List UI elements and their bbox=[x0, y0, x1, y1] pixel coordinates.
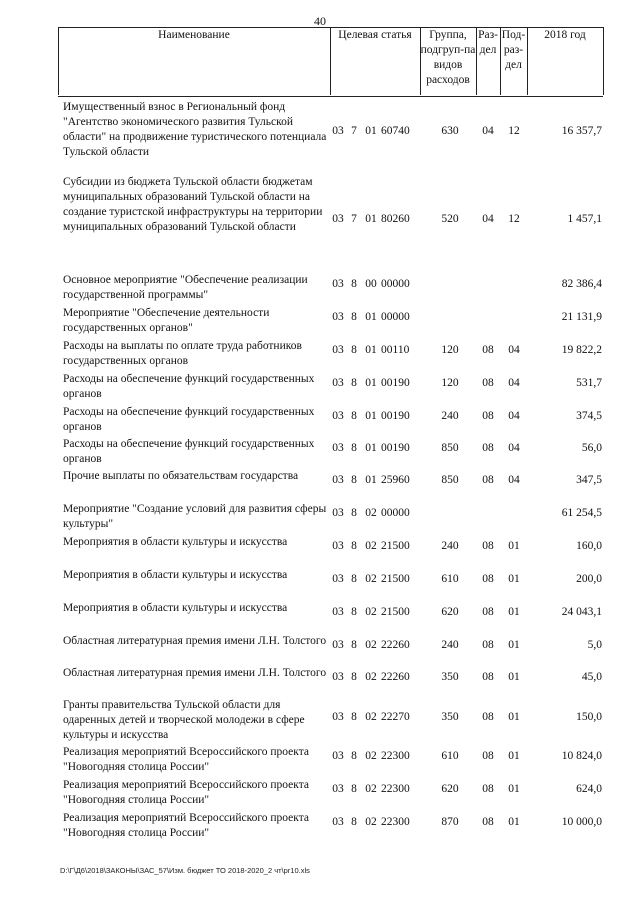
cell-c3: 02 bbox=[365, 783, 377, 795]
cell-c4: 22300 bbox=[381, 816, 410, 828]
cell-c2: 8 bbox=[351, 442, 357, 454]
cell-group: 240 bbox=[441, 540, 459, 552]
table-row bbox=[58, 402, 603, 432]
cell-razdel: 08 bbox=[482, 442, 494, 454]
table-row bbox=[58, 598, 603, 628]
cell-amount: 19 822,2 bbox=[561, 344, 602, 356]
header-razdel: Раз-дел bbox=[478, 29, 498, 56]
cell-c3: 02 bbox=[365, 507, 377, 519]
cell-c4: 22300 bbox=[381, 750, 410, 762]
cell-group: 120 bbox=[441, 344, 459, 356]
cell-c4: 00190 bbox=[381, 410, 410, 422]
cell-c1: 03 bbox=[332, 377, 344, 389]
cell-c4: 00190 bbox=[381, 442, 410, 454]
table-row bbox=[58, 742, 603, 772]
table-row bbox=[58, 808, 603, 838]
cell-group: 610 bbox=[441, 750, 459, 762]
cell-group: 620 bbox=[441, 783, 459, 795]
cell-razdel: 08 bbox=[482, 344, 494, 356]
table-row bbox=[58, 270, 603, 300]
cell-c4: 00190 bbox=[381, 377, 410, 389]
row-name: Расходы на обеспечение функций государственных органов bbox=[63, 406, 315, 433]
cell-razdel: 08 bbox=[482, 606, 494, 618]
cell-razdel: 08 bbox=[482, 711, 494, 723]
cell-c3: 02 bbox=[365, 639, 377, 651]
cell-podrazdel: 01 bbox=[508, 783, 520, 795]
cell-amount: 200,0 bbox=[576, 573, 602, 585]
cell-group: 610 bbox=[441, 573, 459, 585]
cell-razdel: 08 bbox=[482, 573, 494, 585]
page-number: 40 bbox=[314, 14, 326, 28]
cell-amount: 21 131,9 bbox=[561, 311, 602, 323]
cell-c1: 03 bbox=[332, 125, 344, 137]
header-podrazdel: Под-раз-дел bbox=[501, 29, 526, 71]
cell-amount: 45,0 bbox=[581, 671, 602, 683]
cell-c1: 03 bbox=[332, 606, 344, 618]
cell-c1: 03 bbox=[332, 750, 344, 762]
row-name: Реализация мероприятий Всероссийского проекта "Новогодняя столица России" bbox=[63, 812, 309, 839]
cell-c3: 02 bbox=[365, 671, 377, 683]
row-name: Мероприятия в области культуры и искусства bbox=[63, 602, 288, 614]
cell-podrazdel: 01 bbox=[508, 750, 520, 762]
cell-amount: 347,5 bbox=[576, 474, 602, 486]
cell-c2: 8 bbox=[351, 750, 357, 762]
cell-c4: 21500 bbox=[381, 606, 410, 618]
cell-c2: 8 bbox=[351, 311, 357, 323]
table-row bbox=[58, 369, 603, 399]
header-name: Наименование bbox=[158, 29, 230, 41]
cell-podrazdel: 04 bbox=[508, 474, 520, 486]
cell-c3: 01 bbox=[365, 442, 377, 454]
cell-c1: 03 bbox=[332, 671, 344, 683]
cell-c1: 03 bbox=[332, 442, 344, 454]
file-path-footer: D:\Г\Д6\2018\ЗАКОНЫ\ЗАС_57\Изм. бюджет ТО 2018-2020_2 чт\pr10.xls bbox=[60, 866, 310, 875]
cell-razdel: 08 bbox=[482, 410, 494, 422]
cell-amount: 531,7 bbox=[576, 377, 602, 389]
table-row bbox=[58, 775, 603, 805]
row-name: Реализация мероприятий Всероссийского проекта "Новогодняя столица России" bbox=[63, 746, 309, 773]
header-group: Группа, подгруп-па видов расходов bbox=[420, 29, 476, 86]
cell-group: 240 bbox=[441, 410, 459, 422]
cell-c2: 8 bbox=[351, 344, 357, 356]
row-name: Расходы на обеспечение функций государственных органов bbox=[63, 373, 315, 400]
row-name: Прочие выплаты по обязательствам государства bbox=[63, 470, 299, 482]
table-row bbox=[58, 466, 603, 496]
cell-podrazdel: 04 bbox=[508, 344, 520, 356]
cell-c3: 02 bbox=[365, 573, 377, 585]
cell-amount: 56,0 bbox=[581, 442, 602, 454]
row-name: Гранты правительства Тульской области для одаренных детей и творческой молодежи в сфере культуры и искусства bbox=[63, 699, 305, 741]
cell-razdel: 08 bbox=[482, 540, 494, 552]
table-row bbox=[58, 499, 603, 529]
cell-c4: 60740 bbox=[381, 125, 410, 137]
cell-c2: 8 bbox=[351, 711, 357, 723]
cell-podrazdel: 01 bbox=[508, 639, 520, 651]
cell-c2: 8 bbox=[351, 474, 357, 486]
cell-podrazdel: 04 bbox=[508, 442, 520, 454]
cell-c1: 03 bbox=[332, 573, 344, 585]
row-name: Областная литературная премия имени Л.Н. Толстого bbox=[63, 667, 327, 679]
cell-group: 520 bbox=[441, 213, 459, 225]
cell-podrazdel: 01 bbox=[508, 606, 520, 618]
cell-podrazdel: 12 bbox=[508, 125, 520, 137]
cell-podrazdel: 01 bbox=[508, 573, 520, 585]
cell-amount: 150,0 bbox=[576, 711, 602, 723]
cell-podrazdel: 01 bbox=[508, 711, 520, 723]
cell-group: 240 bbox=[441, 639, 459, 651]
cell-group: 620 bbox=[441, 606, 459, 618]
table-row bbox=[58, 532, 603, 562]
cell-c1: 03 bbox=[332, 278, 344, 290]
table-row bbox=[58, 336, 603, 366]
row-name: Расходы на выплаты по оплате труда работников государственных органов bbox=[63, 340, 302, 367]
cell-c4: 25960 bbox=[381, 474, 410, 486]
cell-c2: 8 bbox=[351, 540, 357, 552]
cell-amount: 24 043,1 bbox=[561, 606, 602, 618]
cell-c2: 8 bbox=[351, 410, 357, 422]
header-year: 2018 год bbox=[544, 29, 586, 41]
cell-group: 870 bbox=[441, 816, 459, 828]
cell-group: 120 bbox=[441, 377, 459, 389]
cell-c4: 21500 bbox=[381, 540, 410, 552]
header-target: Целевая статья bbox=[338, 29, 412, 41]
cell-razdel: 08 bbox=[482, 639, 494, 651]
cell-podrazdel: 12 bbox=[508, 213, 520, 225]
cell-c2: 8 bbox=[351, 639, 357, 651]
cell-c2: 8 bbox=[351, 573, 357, 585]
cell-c3: 02 bbox=[365, 816, 377, 828]
cell-amount: 10 000,0 bbox=[561, 816, 602, 828]
cell-razdel: 08 bbox=[482, 816, 494, 828]
cell-c4: 22270 bbox=[381, 711, 410, 723]
cell-c2: 8 bbox=[351, 377, 357, 389]
cell-c1: 03 bbox=[332, 816, 344, 828]
cell-c1: 03 bbox=[332, 507, 344, 519]
cell-c1: 03 bbox=[332, 783, 344, 795]
cell-c4: 22300 bbox=[381, 783, 410, 795]
cell-c3: 00 bbox=[365, 278, 377, 290]
cell-c1: 03 bbox=[332, 344, 344, 356]
cell-group: 850 bbox=[441, 442, 459, 454]
cell-c1: 03 bbox=[332, 711, 344, 723]
table-row bbox=[58, 434, 603, 464]
row-name: Основное мероприятие "Обеспечение реализации государственной программы" bbox=[63, 274, 308, 301]
cell-c3: 01 bbox=[365, 377, 377, 389]
cell-c4: 00110 bbox=[381, 344, 410, 356]
cell-podrazdel: 04 bbox=[508, 377, 520, 389]
cell-amount: 5,0 bbox=[587, 639, 602, 651]
row-name: Мероприятия в области культуры и искусства bbox=[63, 536, 288, 548]
cell-razdel: 08 bbox=[482, 377, 494, 389]
cell-c1: 03 bbox=[332, 639, 344, 651]
cell-c4: 00000 bbox=[381, 311, 410, 323]
cell-podrazdel: 01 bbox=[508, 540, 520, 552]
cell-amount: 160,0 bbox=[576, 540, 602, 552]
cell-razdel: 08 bbox=[482, 671, 494, 683]
cell-c3: 01 bbox=[365, 474, 377, 486]
cell-c3: 01 bbox=[365, 213, 377, 225]
cell-group: 350 bbox=[441, 671, 459, 683]
cell-c2: 8 bbox=[351, 671, 357, 683]
row-name: Мероприятия в области культуры и искусства bbox=[63, 569, 288, 581]
cell-podrazdel: 04 bbox=[508, 410, 520, 422]
cell-c1: 03 bbox=[332, 410, 344, 422]
cell-razdel: 04 bbox=[482, 213, 494, 225]
cell-podrazdel: 01 bbox=[508, 671, 520, 683]
cell-c3: 01 bbox=[365, 344, 377, 356]
cell-c4: 22260 bbox=[381, 671, 410, 683]
cell-c4: 22260 bbox=[381, 639, 410, 651]
table-row bbox=[58, 565, 603, 595]
cell-c4: 00000 bbox=[381, 507, 410, 519]
cell-amount: 10 824,0 bbox=[561, 750, 602, 762]
cell-c3: 01 bbox=[365, 410, 377, 422]
cell-razdel: 04 bbox=[482, 125, 494, 137]
row-name: Областная литературная премия имени Л.Н. Толстого bbox=[63, 635, 327, 647]
cell-c2: 8 bbox=[351, 816, 357, 828]
cell-c2: 8 bbox=[351, 783, 357, 795]
cell-c4: 21500 bbox=[381, 573, 410, 585]
row-name: Мероприятие "Создание условий для развития сферы культуры" bbox=[63, 503, 327, 530]
cell-c3: 01 bbox=[365, 125, 377, 137]
cell-c3: 01 bbox=[365, 311, 377, 323]
cell-c3: 02 bbox=[365, 750, 377, 762]
row-name: Субсидии из бюджета Тульской области бюджетам муниципальных образований Тульской области на создание туристской инфраструктуры на территории муниципальных образований Тульской области bbox=[63, 176, 323, 233]
row-name: Мероприятие "Обеспечение деятельности государственных органов" bbox=[63, 307, 270, 334]
cell-c3: 02 bbox=[365, 606, 377, 618]
cell-amount: 624,0 bbox=[576, 783, 602, 795]
cell-c4: 80260 bbox=[381, 213, 410, 225]
row-name: Расходы на обеспечение функций государственных органов bbox=[63, 438, 315, 465]
cell-amount: 82 386,4 bbox=[561, 278, 602, 290]
cell-c1: 03 bbox=[332, 540, 344, 552]
cell-amount: 61 254,5 bbox=[561, 507, 602, 519]
cell-razdel: 08 bbox=[482, 474, 494, 486]
table-row bbox=[58, 97, 603, 167]
table-row bbox=[58, 172, 603, 267]
cell-c2: 8 bbox=[351, 278, 357, 290]
row-name: Реализация мероприятий Всероссийского проекта "Новогодняя столица России" bbox=[63, 779, 309, 806]
cell-amount: 374,5 bbox=[576, 410, 602, 422]
cell-c4: 00000 bbox=[381, 278, 410, 290]
cell-group: 350 bbox=[441, 711, 459, 723]
cell-c2: 8 bbox=[351, 606, 357, 618]
cell-c2: 7 bbox=[351, 125, 357, 137]
cell-group: 850 bbox=[441, 474, 459, 486]
cell-c2: 7 bbox=[351, 213, 357, 225]
cell-razdel: 08 bbox=[482, 750, 494, 762]
table-row bbox=[58, 695, 603, 740]
cell-amount: 16 357,7 bbox=[561, 125, 602, 137]
cell-c3: 02 bbox=[365, 711, 377, 723]
cell-razdel: 08 bbox=[482, 783, 494, 795]
cell-group: 630 bbox=[441, 125, 459, 137]
table-row bbox=[58, 631, 603, 661]
cell-c1: 03 bbox=[332, 213, 344, 225]
table-row bbox=[58, 303, 603, 333]
cell-c3: 02 bbox=[365, 540, 377, 552]
table-row bbox=[58, 663, 603, 693]
cell-c2: 8 bbox=[351, 507, 357, 519]
cell-podrazdel: 01 bbox=[508, 816, 520, 828]
cell-amount: 1 457,1 bbox=[567, 213, 602, 225]
cell-c1: 03 bbox=[332, 474, 344, 486]
row-name: Имущественный взнос в Региональный фонд "Агентство экономического развития Тульской области" на продвижение туристического потенциала Тульской области bbox=[63, 101, 327, 158]
cell-c1: 03 bbox=[332, 311, 344, 323]
